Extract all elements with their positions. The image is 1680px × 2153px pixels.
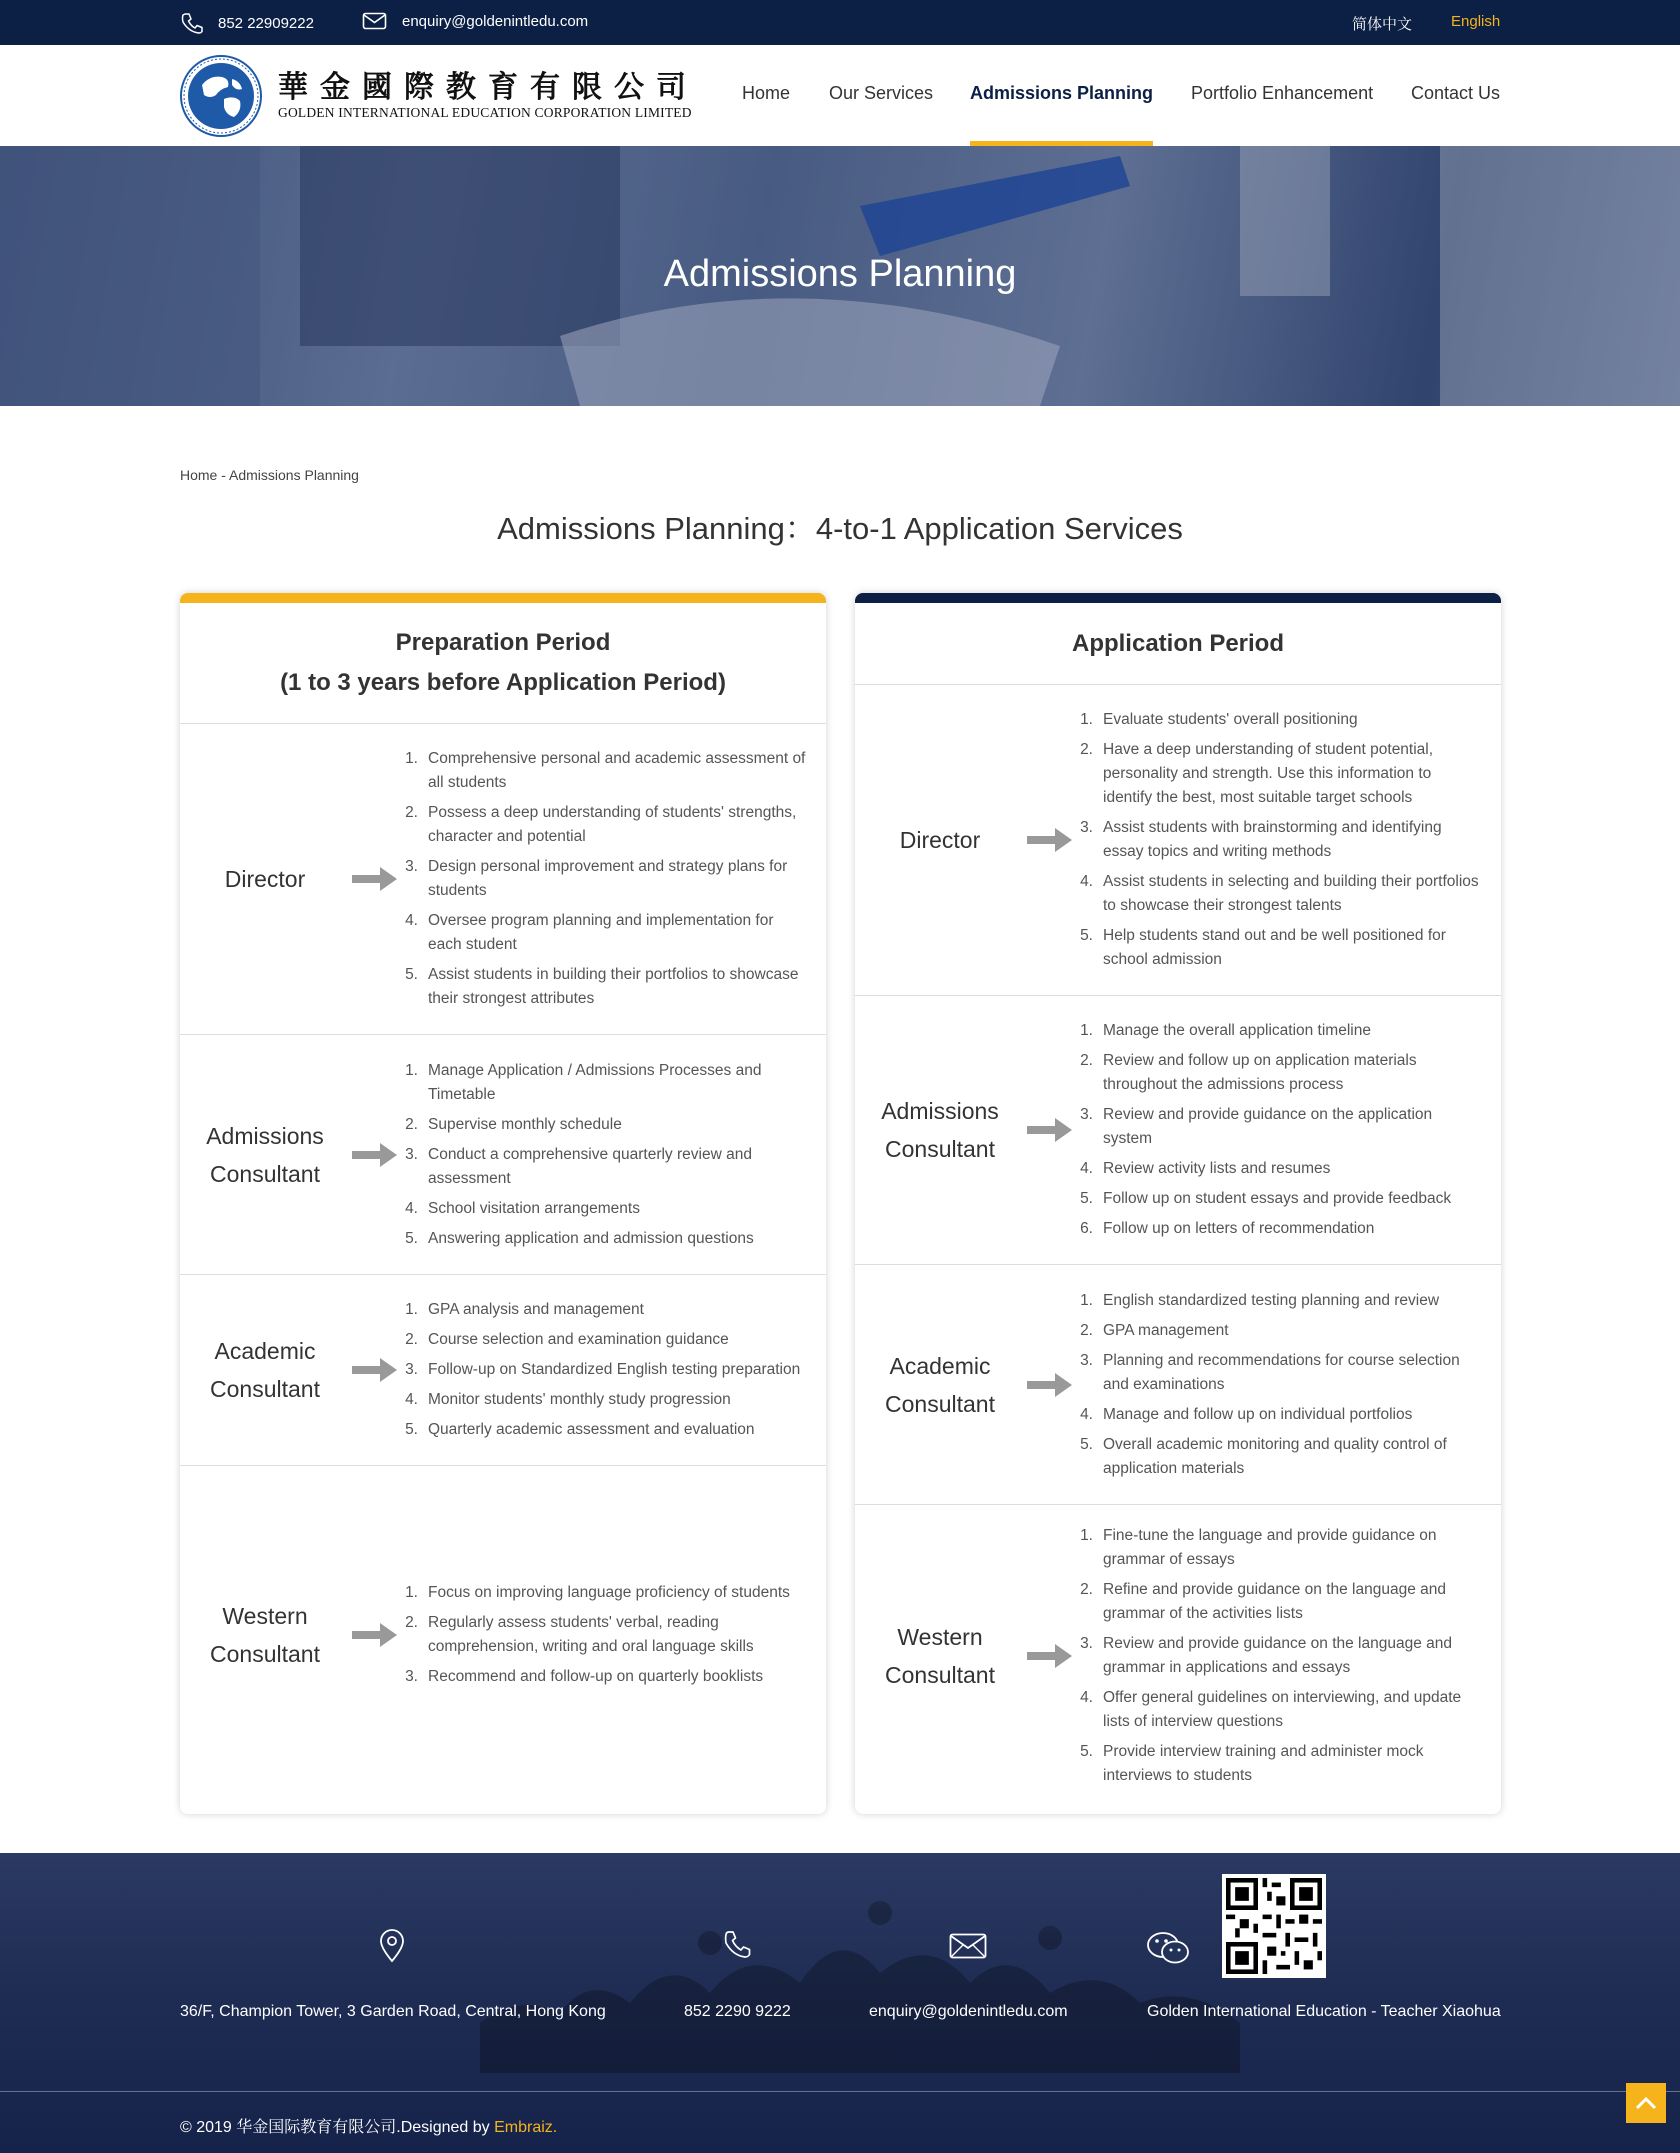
responsibility-text: Supervise monthly schedule	[428, 1115, 622, 1133]
responsibility-list	[400, 1292, 806, 1448]
wechat-icon	[1146, 1931, 1190, 1965]
list-number: 1.	[405, 750, 418, 767]
preparation-role-row	[180, 1035, 826, 1275]
responsibility-text: Conduct a comprehensive quarterly review and assessment	[428, 1145, 752, 1187]
responsibility-text: Assist students in building their portfolios to showcase their strongest attributes	[428, 966, 799, 1007]
preparation-role-row	[180, 1466, 826, 1804]
responsibility-text: Comprehensive personal and academic assessment of all students	[428, 750, 806, 791]
footer-email[interactable]: enquiry@goldenintledu.com	[869, 2003, 1068, 2020]
responsibility-text: Planning and recommendations for course selection and examinations	[1103, 1351, 1460, 1393]
list-number: 1.	[405, 1301, 418, 1318]
responsibility-text: School visitation arrangements	[428, 1199, 640, 1217]
role-name	[180, 860, 350, 898]
responsibility-list	[400, 1575, 806, 1695]
role-name	[855, 1618, 1025, 1694]
responsibility-text: Review and provide guidance on the language and grammar in applications and essays	[1103, 1634, 1453, 1676]
list-number: 2.	[405, 1115, 418, 1133]
responsibility-text: Fine-tune the language and provide guidance on grammar of essays	[1103, 1526, 1437, 1568]
role-name	[855, 821, 1025, 859]
preparation-subtitle: (1 to 3 years before Application Period)	[280, 669, 726, 696]
responsibility-item	[1080, 1019, 1481, 1043]
responsibility-text: Help students stand out and be well positioned for school admission	[1103, 927, 1446, 968]
responsibility-text: Evaluate students' overall positioning	[1103, 711, 1358, 728]
responsibility-item	[405, 1197, 806, 1221]
arrow-right-icon	[350, 1357, 400, 1383]
responsibility-item	[1080, 1686, 1481, 1734]
role-name-line: Director	[899, 827, 981, 853]
nav-contact-us[interactable]: Contact Us	[1411, 83, 1501, 103]
footer-divider	[0, 2091, 1680, 2092]
responsibility-item	[1080, 1217, 1481, 1241]
role-name-line: Academic	[214, 1338, 316, 1364]
responsibility-item	[1080, 1403, 1481, 1427]
topbar-phone[interactable]	[180, 12, 314, 34]
list-number: 2.	[1080, 1052, 1093, 1069]
arrow-right-icon	[1025, 1643, 1075, 1669]
list-number: 3.	[405, 1145, 418, 1163]
responsibility-text: GPA management	[1103, 1321, 1229, 1339]
responsibility-text: Offer general guidelines on interviewing, and update lists of interview questions	[1103, 1688, 1462, 1730]
responsibility-item	[1080, 1187, 1481, 1211]
responsibility-text: Overall academic monitoring and quality control of application materials	[1103, 1435, 1447, 1477]
list-number: 2.	[405, 804, 418, 821]
responsibility-text: Provide interview training and administer mock interviews to students	[1103, 1742, 1424, 1784]
lang-simplified-chinese[interactable]: 简体中文	[1352, 16, 1413, 33]
responsibility-item	[1080, 1632, 1481, 1680]
responsibility-text: Review activity lists and resumes	[1103, 1160, 1331, 1177]
list-number: 3.	[1080, 1351, 1093, 1369]
list-number: 4.	[1080, 1405, 1093, 1423]
list-number: 1.	[1080, 711, 1093, 728]
responsibility-item	[1080, 1289, 1481, 1313]
banner-title: Admissions Planning	[663, 253, 1017, 295]
responsibility-text: Recommend and follow-up on quarterly booklists	[428, 1668, 764, 1685]
application-role-row	[855, 685, 1501, 996]
responsibility-item	[405, 1418, 806, 1442]
responsibility-text: Refine and provide guidance on the language and grammar of the activities lists	[1103, 1580, 1446, 1622]
copyright	[180, 2114, 557, 2137]
qr-code-pattern	[1226, 1878, 1322, 1974]
responsibility-item	[1080, 1103, 1481, 1151]
preparation-role-row	[180, 1275, 826, 1466]
responsibility-text: Oversee program planning and implementation for each student	[428, 912, 774, 953]
arrow-right-icon	[350, 1622, 400, 1648]
list-number: 1.	[1080, 1022, 1093, 1039]
copyright-text: © 2019 华金国际教育有限公司.Designed by	[180, 2119, 495, 2136]
responsibility-item	[1080, 1049, 1481, 1097]
breadcrumb[interactable]: Home - Admissions Planning	[180, 467, 359, 483]
list-number: 5.	[405, 1421, 418, 1438]
site-logo[interactable]	[180, 55, 698, 137]
list-number: 1.	[1080, 1526, 1093, 1544]
application-role-row	[855, 1505, 1501, 1806]
responsibility-item	[405, 1328, 806, 1352]
page-title: Admissions Planning：4-to-1 Application Services	[497, 511, 1183, 546]
responsibility-list	[1075, 1283, 1481, 1487]
list-number: 2.	[1080, 741, 1093, 758]
preparation-role-row	[180, 724, 826, 1035]
list-number: 5.	[1080, 927, 1093, 944]
responsibility-item	[405, 1358, 806, 1382]
list-number: 1.	[1080, 1291, 1093, 1309]
list-number: 5.	[1080, 1742, 1093, 1760]
role-name	[180, 1117, 350, 1193]
responsibility-item	[405, 855, 806, 903]
list-number: 5.	[1080, 1435, 1093, 1453]
footer-phone[interactable]: 852 2290 9222	[684, 2003, 791, 2020]
role-name-line: Western	[897, 1623, 983, 1650]
responsibility-item	[405, 747, 806, 795]
responsibility-text: Manage and follow up on individual portfolios	[1103, 1405, 1413, 1423]
responsibility-text: Assist students with brainstorming and identifying essay topics and writing methods	[1103, 819, 1442, 860]
application-roles	[855, 685, 1501, 1806]
role-name-line: Consultant	[210, 1376, 320, 1402]
arrow-right-icon	[1025, 827, 1075, 853]
site-footer	[0, 1853, 1680, 2153]
responsibility-item	[405, 1113, 806, 1137]
list-number: 5.	[405, 1229, 418, 1247]
footer-wechat-name: Golden International Education - Teacher Xiaohua	[1147, 2003, 1501, 2020]
responsibility-text: Assist students in selecting and building their portfolios to showcase their strongest talents	[1103, 873, 1479, 914]
responsibility-text: GPA analysis and management	[428, 1301, 644, 1318]
list-number: 2.	[1080, 1321, 1093, 1339]
responsibility-item	[405, 1227, 806, 1251]
responsibility-item	[1080, 1740, 1481, 1788]
application-title: Application Period	[1071, 629, 1284, 657]
role-name	[855, 1092, 1025, 1168]
role-name-line: Consultant	[210, 1160, 320, 1187]
topbar-email-address: enquiry@goldenintledu.com	[402, 12, 589, 30]
responsibility-list	[1075, 1013, 1481, 1247]
responsibility-item	[1080, 1433, 1481, 1481]
preparation-card-header	[180, 603, 826, 724]
nav-our-services[interactable]: Our Services	[829, 83, 934, 103]
responsibility-text: Regularly assess students' verbal, reading comprehension, writing and oral language skills	[428, 1614, 754, 1655]
role-name	[180, 1332, 350, 1408]
responsibility-item	[1080, 1319, 1481, 1343]
responsibility-list	[1075, 702, 1481, 978]
responsibility-item	[1080, 870, 1481, 918]
globe-logo-icon	[180, 55, 262, 137]
list-number: 5.	[405, 966, 418, 983]
responsibility-text: Review and provide guidance on the application system	[1103, 1106, 1433, 1147]
envelope-icon	[362, 12, 388, 30]
list-number: 1.	[405, 1584, 418, 1601]
responsibility-text: Follow up on letters of recommendation	[1103, 1220, 1375, 1237]
responsibility-item	[1080, 1157, 1481, 1181]
responsibility-item	[1080, 816, 1481, 864]
list-number: 3.	[405, 1361, 418, 1378]
responsibility-text: Course selection and examination guidance	[428, 1331, 729, 1348]
responsibility-item	[405, 1388, 806, 1412]
preparation-period-card	[180, 593, 826, 1814]
wechat-qr-code	[1222, 1874, 1326, 1978]
responsibility-item	[1080, 1349, 1481, 1397]
responsibility-text: Follow up on student essays and provide feedback	[1103, 1190, 1452, 1207]
role-name-line: Consultant	[885, 1390, 995, 1417]
application-role-row	[855, 1265, 1501, 1505]
role-name-line: Admissions	[881, 1098, 999, 1124]
list-number: 2.	[1080, 1580, 1093, 1598]
application-card-header	[855, 603, 1501, 685]
responsibility-item	[405, 963, 806, 1011]
location-pin-icon	[378, 1929, 406, 1963]
responsibility-item	[1080, 1524, 1481, 1572]
responsibility-item	[1080, 738, 1481, 810]
role-name-line: Consultant	[210, 1641, 320, 1667]
nav-admissions-planning[interactable]: Admissions Planning	[970, 83, 1154, 103]
preparation-roles	[180, 724, 826, 1804]
responsibility-item	[405, 909, 806, 957]
list-number: 1.	[405, 1061, 418, 1079]
role-name-line: Consultant	[885, 1136, 995, 1162]
nav-home[interactable]: Home	[742, 83, 791, 103]
responsibility-text: Review and follow up on application materials throughout the admissions process	[1103, 1052, 1417, 1093]
list-number: 3.	[1080, 819, 1093, 836]
designer-link[interactable]: Embraiz.	[494, 2119, 558, 2136]
graduates-silhouette-image	[480, 1883, 1240, 2073]
responsibility-list	[400, 741, 806, 1017]
footer-envelope-icon	[949, 1933, 987, 1959]
responsibility-list	[400, 1053, 806, 1257]
responsibility-item	[405, 1298, 806, 1322]
list-number: 3.	[405, 1668, 418, 1685]
list-number: 4.	[1080, 873, 1093, 890]
role-name-line: Western	[222, 1603, 308, 1629]
responsibility-text: Quarterly academic assessment and evaluation	[428, 1421, 755, 1438]
responsibility-item	[405, 1059, 806, 1107]
preparation-title: Preparation Period	[395, 629, 611, 656]
responsibility-text: Monitor students' monthly study progression	[428, 1391, 731, 1408]
responsibility-list	[1075, 1518, 1481, 1794]
application-role-row	[855, 996, 1501, 1265]
responsibility-item	[1080, 924, 1481, 972]
responsibility-text: English standardized testing planning and review	[1103, 1291, 1440, 1309]
arrow-right-icon	[350, 1142, 400, 1168]
footer-address: 36/F, Champion Tower, 3 Garden Road, Central, Hong Kong	[180, 2003, 606, 2020]
list-number: 4.	[405, 1391, 418, 1408]
site-header	[0, 45, 1680, 146]
application-period-card	[855, 593, 1501, 1814]
list-number: 2.	[405, 1614, 418, 1631]
role-name-line: Director	[224, 866, 306, 892]
responsibility-item	[1080, 708, 1481, 732]
role-name	[855, 1347, 1025, 1423]
responsibility-item	[1080, 1578, 1481, 1626]
nav-portfolio-enhancement[interactable]: Portfolio Enhancement	[1191, 83, 1374, 103]
role-name-line: Consultant	[885, 1661, 995, 1688]
responsibility-text: Follow-up on Standardized English testing preparation	[428, 1361, 801, 1378]
list-number: 3.	[405, 858, 418, 875]
responsibility-text: Have a deep understanding of student potential, personality and strength. Use this information to identify the best, most suitable target schools	[1103, 741, 1434, 806]
topbar-email[interactable]	[362, 12, 588, 30]
responsibility-item	[405, 1581, 806, 1605]
list-number: 3.	[1080, 1106, 1093, 1123]
top-bar	[0, 0, 1680, 45]
responsibility-item	[405, 1143, 806, 1191]
back-to-top-button[interactable]	[1626, 2083, 1666, 2123]
hero-banner	[0, 146, 1680, 406]
responsibility-item	[405, 1611, 806, 1659]
logo-chinese-name: 華金國際教育有限公司	[278, 70, 698, 105]
role-name-line: Admissions	[206, 1122, 324, 1149]
responsibility-text: Possess a deep understanding of students' strengths, character and potential	[428, 804, 797, 845]
chevron-up-icon	[1635, 2096, 1657, 2110]
arrow-right-icon	[1025, 1117, 1075, 1143]
list-number: 6.	[1080, 1220, 1093, 1237]
phone-icon	[180, 12, 204, 34]
lang-english[interactable]: English	[1451, 13, 1501, 30]
responsibility-text: Manage Application / Admissions Processes and Timetable	[428, 1061, 762, 1103]
role-name	[180, 1597, 350, 1673]
responsibility-text: Answering application and admission questions	[428, 1229, 754, 1247]
list-number: 3.	[1080, 1634, 1093, 1652]
role-name-line: Academic	[889, 1352, 991, 1379]
list-number: 4.	[405, 912, 418, 929]
list-number: 4.	[405, 1199, 418, 1217]
responsibility-text: Focus on improving language proficiency of students	[428, 1584, 790, 1601]
arrow-right-icon	[1025, 1372, 1075, 1398]
topbar-phone-number: 852 22909222	[218, 14, 314, 32]
list-number: 4.	[1080, 1688, 1093, 1706]
list-number: 4.	[1080, 1160, 1093, 1177]
responsibility-item	[405, 1665, 806, 1689]
list-number: 5.	[1080, 1190, 1093, 1207]
logo-english-name: GOLDEN INTERNATIONAL EDUCATION CORPORATION LIMITED	[278, 105, 692, 120]
responsibility-item	[405, 801, 806, 849]
list-number: 2.	[405, 1331, 418, 1348]
footer-phone-icon	[722, 1929, 752, 1961]
responsibility-text: Manage the overall application timeline	[1103, 1022, 1371, 1039]
arrow-right-icon	[350, 866, 400, 892]
responsibility-text: Design personal improvement and strategy plans for students	[428, 858, 788, 899]
